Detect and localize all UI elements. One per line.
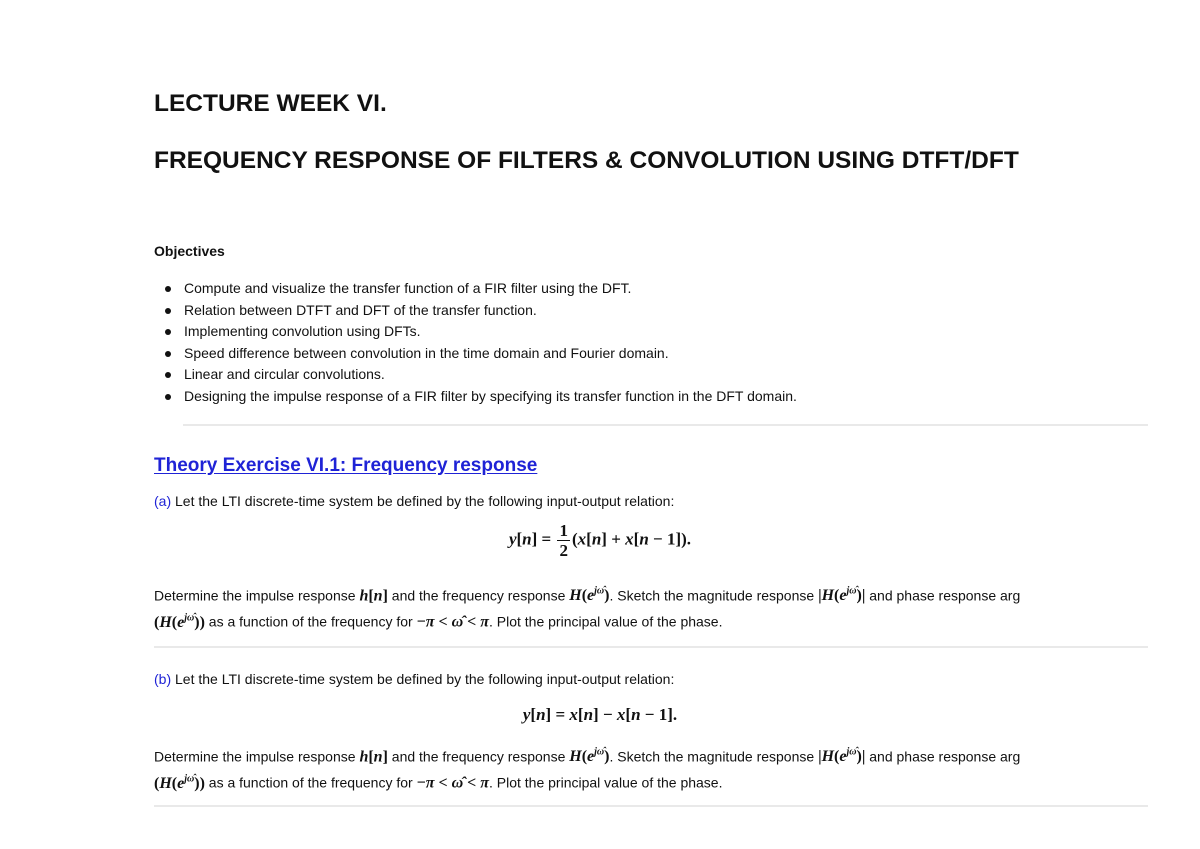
part-b-label: (b): [154, 671, 172, 687]
part-b-text-3: . Sketch the magnitude response: [609, 748, 819, 765]
part-a-text-6: . Plot the principal value of the phase.: [489, 613, 723, 630]
math-range: −π < ω̂ < π: [416, 774, 489, 792]
part-a-text-4: and phase response arg: [865, 587, 1021, 604]
math-range: −π < ω̂ < π: [416, 613, 489, 631]
equation-a: y[n] = $\frac{1}{2}$ (x[n] + x[n − 1]).: [508, 521, 692, 560]
divider: [154, 646, 1148, 648]
part-a-text-2: and the frequency response: [387, 587, 570, 604]
part-b-text-2: and the frequency response: [387, 748, 570, 765]
math-magnitude: $|H(e^{j\omegâ})|$: [818, 586, 866, 605]
divider: [154, 805, 1148, 807]
list-item: Implementing convolution using DFTs.: [165, 321, 1145, 343]
list-item: Linear and circular convolutions.: [165, 364, 1145, 386]
list-item: Relation between DTFT and DFT of the transfer function.: [165, 300, 1145, 322]
part-b-text-6: . Plot the principal value of the phase.: [489, 774, 723, 791]
divider: [183, 424, 1148, 426]
math-phase-arg: $(H(e^{j\omegâ}))$: [154, 773, 205, 792]
objectives-heading: Objectives: [154, 243, 225, 259]
math-freq-response: $H(e^{j\omegâ})$: [569, 747, 610, 766]
exercise-title-link[interactable]: Theory Exercise VI.1: Frequency response: [154, 455, 538, 476]
part-b-intro: [154, 668, 1134, 690]
part-a-text-1: Determine the impulse response: [154, 587, 360, 604]
part-a-text-3: . Sketch the magnitude response: [609, 587, 819, 604]
math-hn: h[n]: [359, 587, 388, 605]
part-a-text-5: as a function of the frequency for: [204, 613, 417, 630]
equation-b: y[n] = x[n] − x[n − 1].: [522, 705, 678, 724]
math-freq-response: $H(e^{j\omegâ})$: [569, 586, 610, 605]
part-b-text-4: and phase response arg: [865, 748, 1021, 765]
part-b-text-1: Determine the impulse response: [154, 748, 360, 765]
list-item: Designing the impulse response of a FIR filter by specifying its transfer function in the DFT domain.: [165, 386, 1145, 408]
part-b-intro-text: Let the LTI discrete-time system be defined by the following input-output relation:: [171, 671, 675, 687]
lecture-week-title: LECTURE WEEK VI.: [154, 90, 387, 117]
page-title: FREQUENCY RESPONSE OF FILTERS & CONVOLUTION USING DTFT/DFT: [154, 147, 1019, 174]
list-item: Compute and visualize the transfer function of a FIR filter using the DFT.: [165, 278, 1145, 300]
objectives-list: [165, 278, 1145, 408]
part-a-intro: [154, 490, 1134, 512]
part-b-question: [154, 742, 1134, 795]
math-hn: h[n]: [359, 748, 388, 766]
math-phase-arg: $(H(e^{j\omegâ}))$: [154, 612, 205, 631]
part-b-text-5: as a function of the frequency for: [204, 774, 417, 791]
part-a-question: [154, 581, 1134, 634]
list-item: Speed difference between convolution in the time domain and Fourier domain.: [165, 343, 1145, 365]
math-magnitude: $|H(e^{j\omegâ})|$: [818, 747, 866, 766]
part-a-intro-text: Let the LTI discrete-time system be defined by the following input-output relation:: [171, 493, 675, 509]
part-a-label: (a): [154, 493, 172, 509]
